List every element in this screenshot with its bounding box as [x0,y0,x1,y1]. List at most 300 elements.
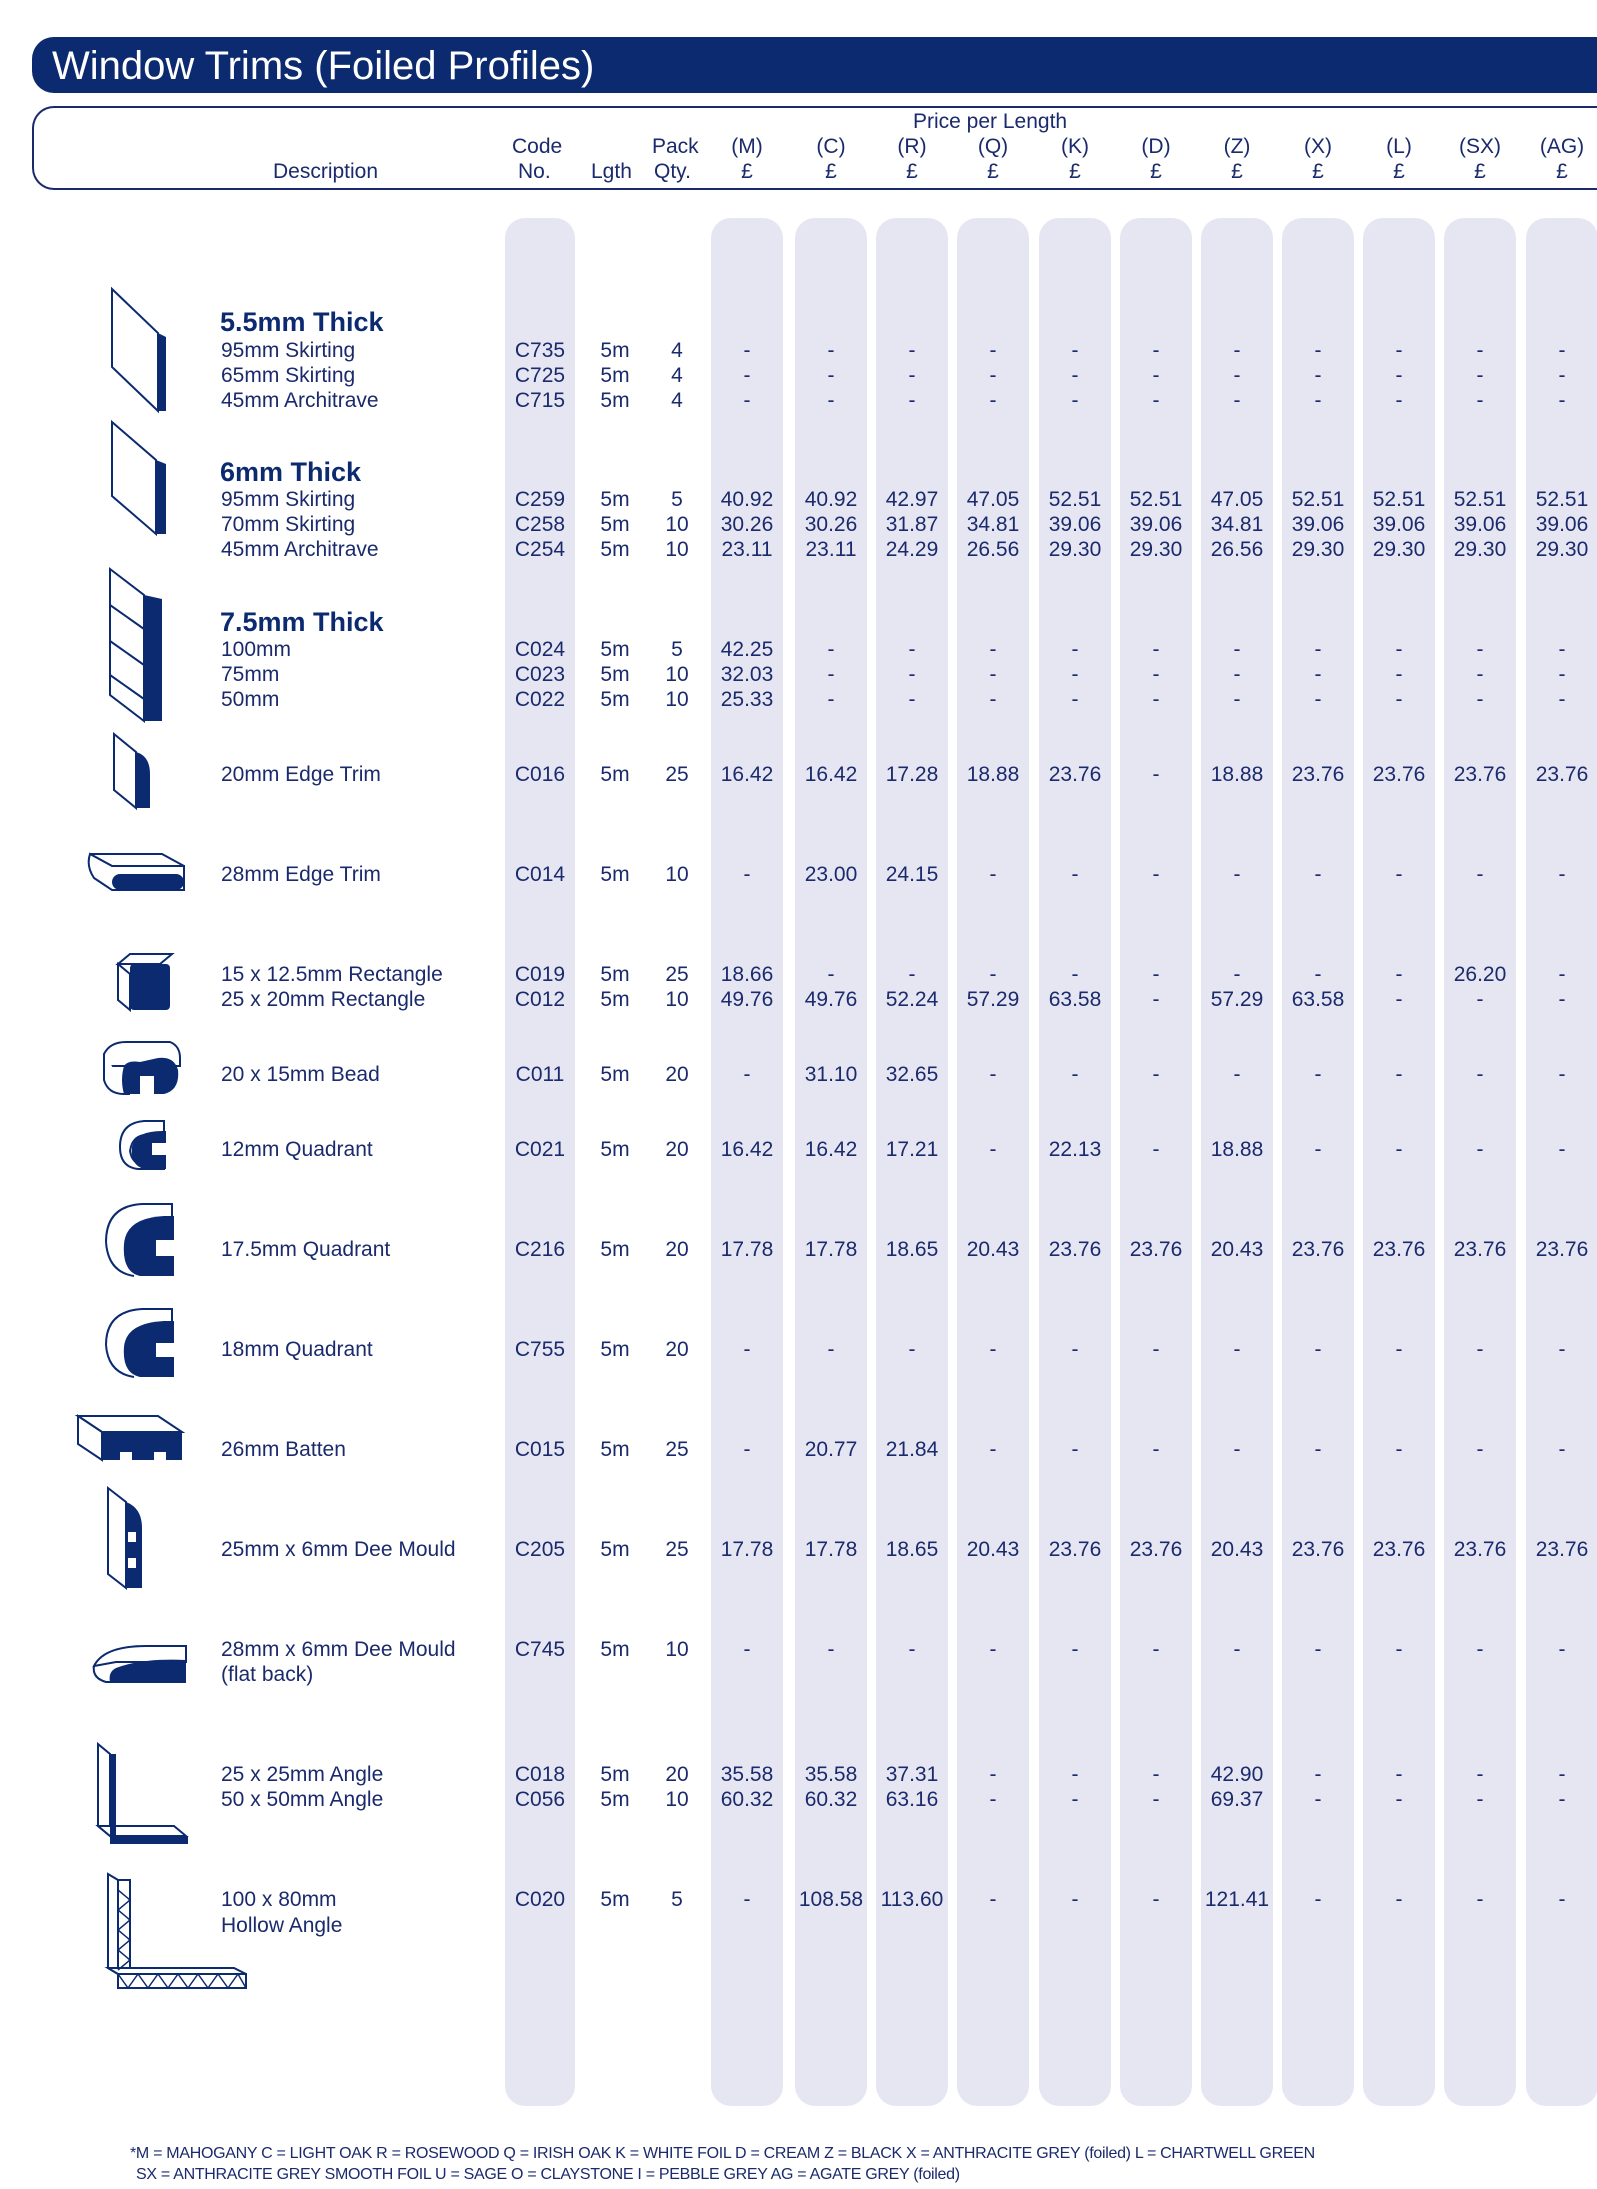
row-description: 17.5mm Quadrant [221,1238,391,1261]
row-price: - [1395,1638,1403,1661]
header-colour-code: (K) [1061,135,1089,158]
row-price: - [1152,963,1160,986]
row-price: - [1314,1788,1322,1811]
header-colour-code: (X) [1304,135,1332,158]
row-length: 5m [600,1638,630,1661]
row-price: - [1558,1338,1566,1361]
row-price: 23.76 [1129,1238,1183,1261]
row-price: - [1071,638,1079,661]
header-currency: £ [825,160,837,183]
row-price: - [1395,638,1403,661]
row-price: - [1476,1763,1484,1786]
row-price: 35.58 [720,1763,774,1786]
row-pack-qty: 20 [665,1238,689,1261]
row-length: 5m [600,1538,630,1561]
row-length: 5m [600,538,630,561]
row-price: 23.76 [1291,1238,1345,1261]
row-price: 16.42 [804,763,858,786]
row-price: - [1395,1763,1403,1786]
row-price: 39.06 [1048,513,1102,536]
row-price: 29.30 [1453,538,1507,561]
row-length: 5m [600,1788,630,1811]
row-price: 20.43 [1210,1538,1264,1561]
row-price: - [989,364,997,387]
row-price: - [908,638,916,661]
row-price: 17.78 [804,1238,858,1261]
row-price: - [1395,1338,1403,1361]
row-price: - [1152,1638,1160,1661]
row-price: - [1395,863,1403,886]
row-price: - [1395,688,1403,711]
row-price: - [1558,389,1566,412]
row-price: - [1558,663,1566,686]
row-description: 25 x 20mm Rectangle [221,988,426,1011]
row-description: 12mm Quadrant [221,1138,373,1161]
row-price: 23.76 [1453,763,1507,786]
row-code: C216 [514,1238,566,1261]
dee-mould-flat-profile-icon [86,1640,190,1688]
row-price: - [1314,1888,1322,1911]
row-price: - [989,339,997,362]
row-price: - [1558,364,1566,387]
row-price: - [989,1063,997,1086]
row-price: 23.76 [1048,1538,1102,1561]
row-description: 28mm x 6mm Dee Mould [221,1638,456,1661]
row-price: - [1558,1763,1566,1786]
row-price: 52.51 [1048,488,1102,511]
row-price: - [1071,1763,1079,1786]
row-price: 16.42 [720,763,774,786]
row-description: 100 x 80mm [221,1888,337,1911]
row-price: - [1233,688,1241,711]
row-price: - [1314,389,1322,412]
row-pack-qty: 10 [665,663,689,686]
bead-profile-icon [100,1036,184,1102]
title-bar [32,37,1597,93]
row-code: C715 [514,389,566,412]
row-price: - [827,1338,835,1361]
row-description: 70mm Skirting [221,513,356,536]
row-price: - [989,688,997,711]
row-price: - [1395,1063,1403,1086]
row-price: 113.60 [880,1888,944,1911]
row-price: 26.56 [966,538,1020,561]
row-price: - [1558,963,1566,986]
header-currency: £ [1312,160,1324,183]
row-price: - [1395,988,1403,1011]
row-price: 23.76 [1453,1538,1507,1561]
row-price: 39.06 [1129,513,1183,536]
row-price: - [1233,1063,1241,1086]
row-price: - [989,1638,997,1661]
row-price: 23.76 [1291,763,1345,786]
header-currency: £ [906,160,918,183]
row-price: - [908,688,916,711]
row-price: - [743,1438,751,1461]
row-price: - [1476,1888,1484,1911]
header-colour-code: (M) [731,135,763,158]
row-price: - [743,339,751,362]
row-price: 42.97 [885,488,939,511]
quadrant-12mm-profile-icon [114,1117,172,1173]
row-price: 23.76 [1048,763,1102,786]
row-price: 52.51 [1291,488,1345,511]
row-price: - [1152,1138,1160,1161]
row-price: - [1314,1338,1322,1361]
tongue-groove-profile-icon [106,565,166,725]
row-price: - [1476,863,1484,886]
row-price: - [827,663,835,686]
row-price: - [1152,638,1160,661]
row-price: - [1476,364,1484,387]
row-price: 23.76 [1372,1538,1426,1561]
row-price: - [1152,863,1160,886]
row-description: 95mm Skirting [221,339,356,362]
row-price: - [1558,1063,1566,1086]
row-price: 29.30 [1291,538,1345,561]
row-price: 17.78 [804,1538,858,1561]
row-price: - [1152,1438,1160,1461]
row-price: - [1152,688,1160,711]
row-price: 34.81 [966,513,1020,536]
row-length: 5m [600,1238,630,1261]
row-price: - [1476,1438,1484,1461]
row-price: 31.10 [804,1063,858,1086]
row-price: 39.06 [1372,513,1426,536]
row-price: 20.43 [966,1538,1020,1561]
row-price: 24.29 [885,538,939,561]
row-price: - [1314,963,1322,986]
row-code: C755 [514,1338,566,1361]
row-price: - [743,1638,751,1661]
row-description: 26mm Batten [221,1438,346,1461]
row-price: - [989,1788,997,1811]
row-price: - [1314,1063,1322,1086]
row-price: - [908,389,916,412]
row-price: 30.26 [804,513,858,536]
row-price: 30.26 [720,513,774,536]
row-description: 28mm Edge Trim [221,863,381,886]
row-pack-qty: 20 [665,1138,689,1161]
row-code: C011 [515,1063,565,1086]
row-price: - [1152,1338,1160,1361]
row-price: - [1314,1438,1322,1461]
row-price: 47.05 [966,488,1020,511]
row-length: 5m [600,488,630,511]
row-price: - [1476,988,1484,1011]
row-price: - [989,638,997,661]
edge-trim-profile-icon [110,730,156,812]
row-price: - [989,1763,997,1786]
row-price: - [989,663,997,686]
row-price: 23.76 [1535,1538,1589,1561]
row-price: 18.88 [1210,763,1264,786]
section-heading: 7.5mm Thick [220,607,384,637]
row-price: 23.76 [1535,763,1589,786]
row-pack-qty: 4 [671,389,683,412]
row-code: C735 [514,339,566,362]
row-price: - [989,1338,997,1361]
header-code-no: No. [518,160,551,183]
row-price: 49.76 [804,988,858,1011]
row-price: - [1233,663,1241,686]
row-pack-qty: 5 [671,1888,683,1911]
row-code: C024 [514,638,566,661]
row-pack-qty: 4 [671,364,683,387]
row-price: - [908,1638,916,1661]
row-price: - [1476,1638,1484,1661]
row-price: - [1233,389,1241,412]
row-price: - [1558,1638,1566,1661]
header-pack: Pack [652,135,699,158]
row-length: 5m [600,1063,630,1086]
row-price: 52.51 [1453,488,1507,511]
header-currency: £ [1393,160,1405,183]
colour-key-line-2: SX = ANTHRACITE GREY SMOOTH FOIL U = SAGE O = CLAYSTONE I = PEBBLE GREY AG = AGATE GREY (foiled) [136,2166,960,2183]
row-price: 37.31 [885,1763,939,1786]
row-code: C205 [514,1538,566,1561]
row-length: 5m [600,1438,630,1461]
row-price: 121.41 [1204,1888,1270,1911]
row-price: 16.42 [720,1138,774,1161]
row-price: - [1233,339,1241,362]
row-price: - [1558,863,1566,886]
row-pack-qty: 10 [665,688,689,711]
row-code: C014 [514,863,566,886]
row-pack-qty: 4 [671,339,683,362]
row-price: - [1395,963,1403,986]
row-price: - [1476,1788,1484,1811]
row-price: - [1395,389,1403,412]
rectangle-profile-icon [114,950,176,1014]
row-pack-qty: 10 [665,863,689,886]
header-length: Lgth [591,160,632,183]
row-price: 40.92 [804,488,858,511]
row-price: 22.13 [1048,1138,1102,1161]
row-price: 23.76 [1129,1538,1183,1561]
row-code: C016 [514,763,566,786]
row-price: 49.76 [720,988,774,1011]
row-price: - [1152,763,1160,786]
skirting-profile-icon [108,285,170,415]
header-currency: £ [1231,160,1243,183]
row-pack-qty: 20 [665,1063,689,1086]
row-price: 18.65 [885,1238,939,1261]
row-description: 45mm Architrave [221,538,379,561]
row-price: - [1233,638,1241,661]
header-colour-code: (C) [816,135,846,158]
row-price: 21.84 [885,1438,939,1461]
row-length: 5m [600,1138,630,1161]
row-code: C018 [514,1763,566,1786]
row-price: - [827,389,835,412]
row-price: - [1314,1638,1322,1661]
row-price: - [743,389,751,412]
row-description: 95mm Skirting [221,488,356,511]
row-price: - [1395,339,1403,362]
row-price: 23.76 [1048,1238,1102,1261]
row-price: - [1314,663,1322,686]
header-code: Code [512,135,563,158]
row-price: - [1233,1338,1241,1361]
row-price: 57.29 [1210,988,1264,1011]
row-price: 34.81 [1210,513,1264,536]
row-price: 18.88 [966,763,1020,786]
row-price: - [1476,688,1484,711]
row-price: 39.06 [1453,513,1507,536]
row-price: 52.24 [885,988,939,1011]
row-price: 40.92 [720,488,774,511]
row-price: - [1071,1888,1079,1911]
row-description: 50mm [221,688,280,711]
row-code: C725 [514,364,566,387]
row-price: 26.20 [1453,963,1507,986]
row-price: - [827,638,835,661]
row-pack-qty: 10 [665,988,689,1011]
row-price: 26.56 [1210,538,1264,561]
row-price: - [1558,688,1566,711]
row-price: - [1152,364,1160,387]
row-price: - [908,663,916,686]
row-description: 15 x 12.5mm Rectangle [221,963,443,986]
row-price: 23.76 [1372,1238,1426,1261]
row-length: 5m [600,863,630,886]
row-price: 69.37 [1210,1788,1264,1811]
row-pack-qty: 20 [665,1763,689,1786]
row-price: - [1314,638,1322,661]
row-pack-qty: 25 [665,963,689,986]
row-code: C259 [514,488,566,511]
row-price: - [1395,1138,1403,1161]
skirting-profile-icon [108,418,170,538]
row-price: - [1314,863,1322,886]
row-price: - [1395,1438,1403,1461]
row-code: C745 [514,1638,566,1661]
header-colour-code: (AG) [1539,135,1585,158]
row-description: 65mm Skirting [221,364,356,387]
row-price: - [1071,863,1079,886]
row-price: - [1476,1138,1484,1161]
row-price: 17.28 [885,763,939,786]
row-price: 29.30 [1372,538,1426,561]
row-price: - [1314,1763,1322,1786]
row-length: 5m [600,763,630,786]
header-colour-code: (Z) [1223,135,1251,158]
colour-key-line-1: *M = MAHOGANY C = LIGHT OAK R = ROSEWOOD Q = IRISH OAK K = WHITE FOIL D = CREAM Z = BLACK X = ANTHRACITE GREY (foiled) L = CHARTWELL GREEN [130,2145,1315,2162]
row-length: 5m [600,364,630,387]
row-price: - [1314,339,1322,362]
row-price: - [908,339,916,362]
row-code: C022 [514,688,566,711]
row-price: 35.58 [804,1763,858,1786]
row-price: - [1558,1138,1566,1161]
header-currency: £ [1150,160,1162,183]
header-colour-code: (Q) [977,135,1009,158]
row-price: 20.77 [804,1438,858,1461]
row-code: C020 [514,1888,566,1911]
row-price: - [1395,1788,1403,1811]
row-price: - [827,963,835,986]
row-length: 5m [600,1338,630,1361]
row-price: - [1152,1788,1160,1811]
row-pack-qty: 20 [665,1338,689,1361]
row-price: - [1233,963,1241,986]
row-price: - [1152,988,1160,1011]
row-price: 29.30 [1535,538,1589,561]
row-price: - [1476,389,1484,412]
row-price: - [1558,1438,1566,1461]
row-code: C056 [514,1788,566,1811]
row-pack-qty: 25 [665,1438,689,1461]
row-length: 5m [600,513,630,536]
row-pack-qty: 25 [665,1538,689,1561]
row-price: 23.00 [804,863,858,886]
row-price: 29.30 [1129,538,1183,561]
row-price: - [1152,663,1160,686]
row-description: 75mm [221,663,280,686]
row-code: C012 [514,988,566,1011]
row-price: - [1476,638,1484,661]
row-price: 39.06 [1535,513,1589,536]
row-price: - [1071,1638,1079,1661]
row-pack-qty: 5 [671,638,683,661]
row-description: 25 x 25mm Angle [221,1763,384,1786]
row-pack-qty: 5 [671,488,683,511]
header-currency: £ [741,160,753,183]
row-price: - [1071,1338,1079,1361]
row-price: - [989,1138,997,1161]
row-price: 63.58 [1048,988,1102,1011]
row-length: 5m [600,663,630,686]
row-price: 17.21 [885,1138,939,1161]
row-price: 17.78 [720,1538,774,1561]
row-price: - [1152,1763,1160,1786]
header-colour-code: (D) [1141,135,1171,158]
quadrant-17mm-profile-icon [100,1200,182,1280]
row-length: 5m [600,688,630,711]
row-price: 20.43 [1210,1238,1264,1261]
row-price: - [743,863,751,886]
row-price: - [908,963,916,986]
row-price: 52.51 [1372,488,1426,511]
row-price: 16.42 [804,1138,858,1161]
row-price: - [1233,364,1241,387]
row-price: 52.51 [1535,488,1589,511]
header-colour-code: (R) [897,135,927,158]
row-price: - [989,1438,997,1461]
row-price: 23.76 [1291,1538,1345,1561]
dee-mould-profile-icon [104,1484,150,1592]
row-price: - [1071,1063,1079,1086]
row-price: - [908,364,916,387]
row-price: - [989,863,997,886]
row-price: - [743,1063,751,1086]
row-code: C021 [514,1138,566,1161]
quadrant-18mm-profile-icon [100,1305,182,1381]
row-price: 32.03 [720,663,774,686]
row-price: - [1395,364,1403,387]
row-price: 23.76 [1535,1238,1589,1261]
row-price: 18.88 [1210,1138,1264,1161]
row-price: - [827,364,835,387]
row-length: 5m [600,638,630,661]
row-price: - [1233,1638,1241,1661]
row-price: 31.87 [885,513,939,536]
row-price: - [827,688,835,711]
row-price: - [1395,1888,1403,1911]
row-price: 42.90 [1210,1763,1264,1786]
row-description: 100mm [221,638,292,661]
